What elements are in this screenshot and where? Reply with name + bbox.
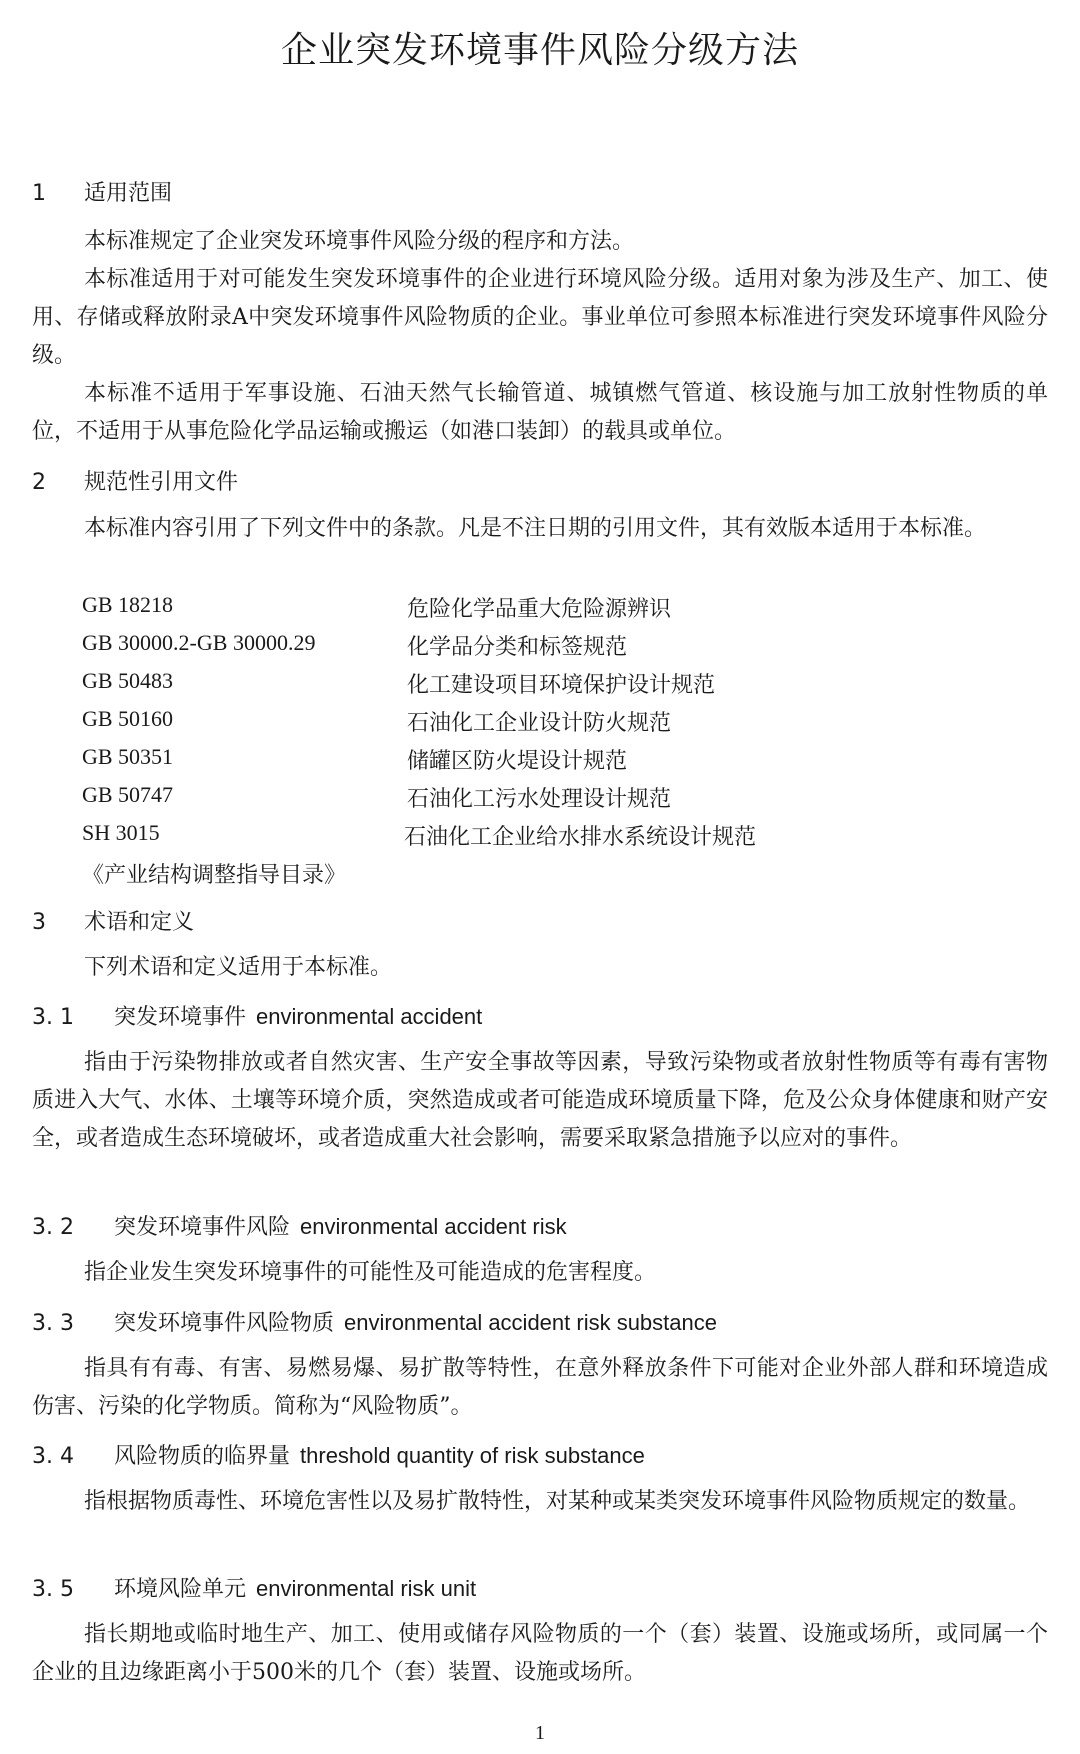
term-heading <box>32 1439 645 1470</box>
section-number: 3 <box>32 910 46 935</box>
term-english: threshold quantity of risk substance <box>300 1443 645 1468</box>
section-number: 2 <box>32 470 46 495</box>
term-definition: 指具有有毒、有害、易燃易爆、易扩散等特性，在意外释放条件下可能对企业外部人群和环境造成伤害、污染的化学物质。简称为“风险物质”。 <box>32 1356 1048 1419</box>
paragraph: 本标准内容引用了下列文件中的条款。凡是不注日期的引用文件，其有效版本适用于本标准。 <box>84 516 987 541</box>
term-english: environmental risk unit <box>256 1576 477 1601</box>
paragraph: 下列术语和定义适用于本标准。 <box>84 955 393 980</box>
term-number: 3. 3 <box>32 1311 74 1336</box>
reference-code: SH 3015 <box>82 820 160 845</box>
term-heading <box>32 1210 567 1241</box>
reference-extra: 《产业结构调整指导目录》 <box>82 863 347 888</box>
term-definition: 指由于污染物排放或者自然灾害、生产安全事故等因素，导致污染物或者放射性物质等有毒有害物质进入大气、水体、土壤等环境介质，突然造成或者可能造成环境质量下降，危及公众身体健康和财产安全，或者造成生态环境破坏，或者造成重大社会影响，需要采取紧急措施予以应对的事件。 <box>32 1050 1048 1151</box>
term-number: 3. 2 <box>32 1215 74 1240</box>
reference-title: 化学品分类和标签规范 <box>407 635 628 660</box>
reference-title: 石油化工企业设计防火规范 <box>407 711 672 736</box>
section-2-heading <box>32 465 238 496</box>
reference-code: GB 50351 <box>82 744 174 769</box>
term-chinese: 突发环境事件风险物质 <box>114 1311 335 1336</box>
term-chinese: 环境风险单元 <box>114 1577 247 1602</box>
term-chinese: 突发环境事件 <box>114 1005 247 1030</box>
page-number: 1 <box>535 1722 545 1744</box>
reference-title: 储罐区防火堤设计规范 <box>407 749 628 774</box>
section-title: 适用范围 <box>84 181 173 206</box>
page-title: 企业突发环境事件风险分级方法 <box>280 30 799 71</box>
reference-code: GB 30000.2-GB 30000.29 <box>82 630 316 655</box>
reference-code: GB 50160 <box>82 706 174 731</box>
reference-code: GB 50747 <box>82 782 174 807</box>
term-definition: 指根据物质毒性、环境危害性以及易扩散特性，对某种或某类突发环境事件风险物质规定的数量。 <box>84 1489 1031 1514</box>
term-english: environmental accident risk substance <box>344 1310 717 1335</box>
paragraph: 本标准规定了企业突发环境事件风险分级的程序和方法。 <box>84 229 635 254</box>
term-heading <box>32 1572 476 1603</box>
section-title: 规范性引用文件 <box>84 470 239 495</box>
term-number: 3. 1 <box>32 1005 74 1030</box>
section-title: 术语和定义 <box>84 910 195 935</box>
term-definition: 指企业发生突发环境事件的可能性及可能造成的危害程度。 <box>84 1260 657 1285</box>
reference-code: GB 50483 <box>82 668 174 693</box>
section-number: 1 <box>32 181 46 206</box>
reference-title: 石油化工企业给水排水系统设计规范 <box>404 825 757 850</box>
term-chinese: 风险物质的临界量 <box>114 1444 291 1469</box>
section-1-heading <box>32 176 172 207</box>
term-number: 3. 5 <box>32 1577 74 1602</box>
reference-title: 化工建设项目环境保护设计规范 <box>407 673 716 698</box>
term-heading <box>32 1306 717 1337</box>
reference-title: 危险化学品重大危险源辨识 <box>407 597 672 622</box>
paragraph: 本标准适用于对可能发生突发环境事件的企业进行环境风险分级。适用对象为涉及生产、加工、使用、存储或释放附录A中突发环境事件风险物质的企业。事业单位可参照本标准进行突发环境事件风险分级。 <box>32 267 1048 368</box>
term-chinese: 突发环境事件风险 <box>114 1215 291 1240</box>
term-definition: 指长期地或临时地生产、加工、使用或储存风险物质的一个（套）装置、设施或场所，或同属一个企业的且边缘距离小于500米的几个（套）装置、设施或场所。 <box>32 1622 1048 1685</box>
term-heading <box>32 1000 482 1031</box>
section-3-heading <box>32 905 194 936</box>
term-number: 3. 4 <box>32 1444 74 1469</box>
term-english: environmental accident risk <box>300 1214 567 1239</box>
reference-title: 石油化工污水处理设计规范 <box>407 787 672 812</box>
paragraph: 本标准不适用于军事设施、石油天然气长输管道、城镇燃气管道、核设施与加工放射性物质的单位，不适用于从事危险化学品运输或搬运（如港口装卸）的载具或单位。 <box>32 381 1048 444</box>
term-english: environmental accident <box>256 1004 483 1029</box>
reference-code: GB 18218 <box>82 592 174 617</box>
